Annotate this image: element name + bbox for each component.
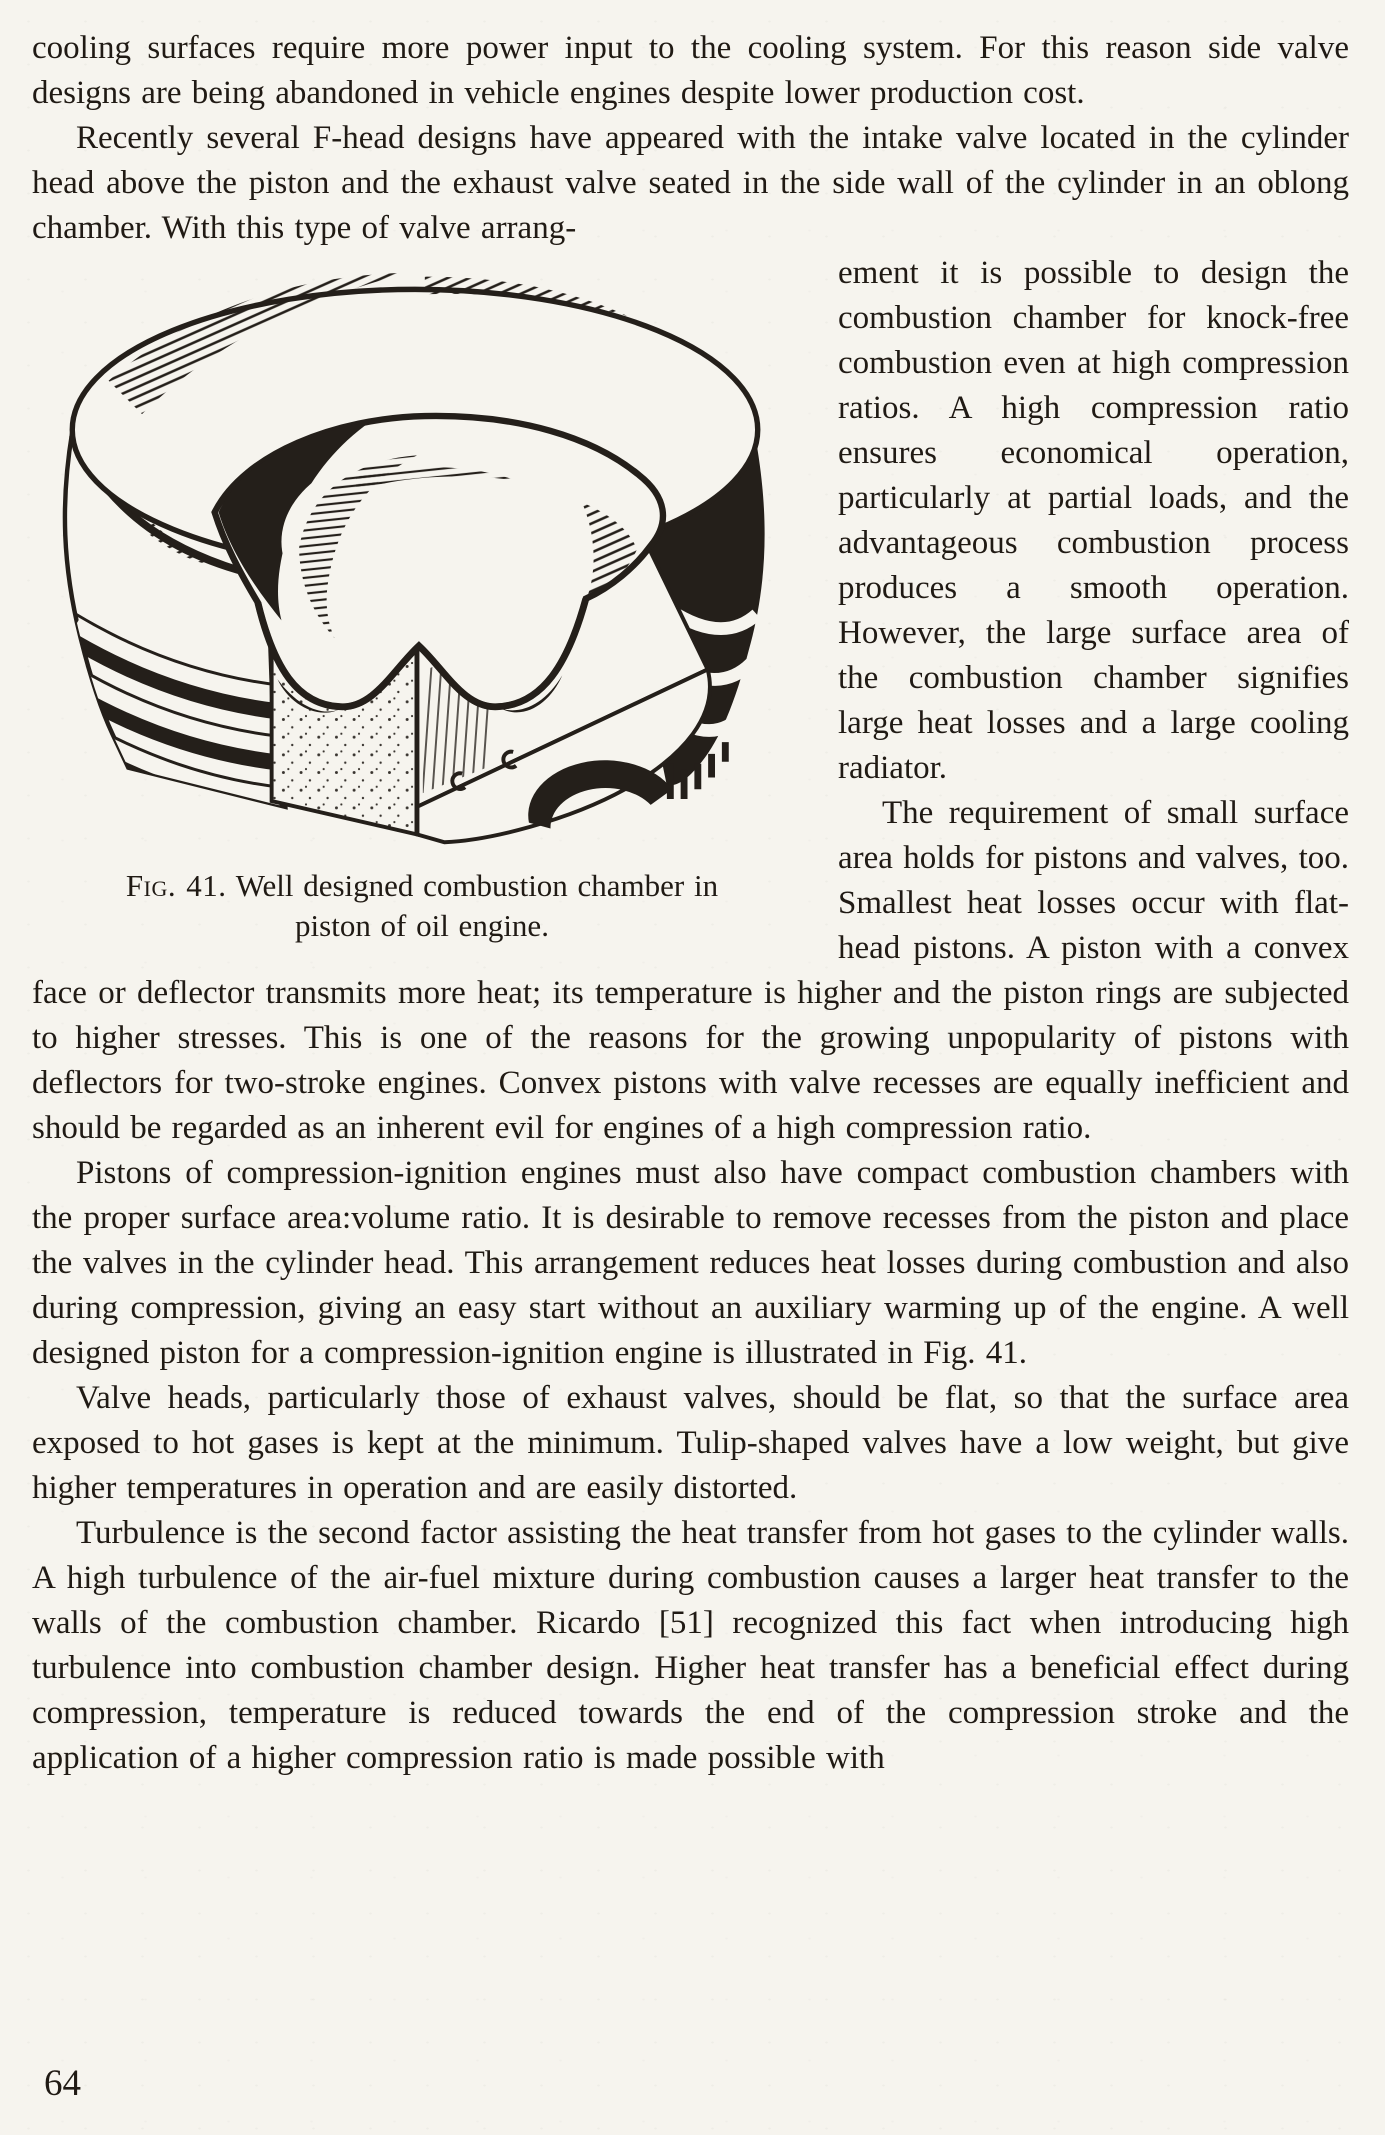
- figure-caption: [32, 866, 812, 946]
- paragraph-4: Pistons of compression-ignition engines must also have compact combustion chambers with the proper surface area:volume ratio. It is desirable to remove recesses from the piston and place the valves in the cylinder head. This arrangement reduces heat losses during combustion and also during compression, giving an easy start without an auxiliary warming up of the engine. A well designed piston for a compression-ignition engine is illustrated in Fig. 41.: [32, 1155, 1349, 1371]
- paragraph-2-wrap: ement it is possible to design the combustion chamber for knock-free combustion even at high compression ratios. A high compression ratio ensures economical operation, particularly at partial loads, and the advantageous combustion process produces a smooth operation. However, the large surface area of the combustion chamber signifies large heat losses and a large cooling radiator.: [838, 255, 1349, 786]
- page-number: 64: [44, 2063, 81, 2104]
- figure-41: [32, 255, 812, 946]
- paragraph-2-intro: Recently several F-head designs have appeared with the intake valve located in the cylinder head above the piston and the exhaust valve seated in the side wall of the cylinder in an oblong chamber. With this type of valve arrang-: [32, 120, 1349, 246]
- paragraph-3: The requirement of small surface area holds for pistons and valves, too. Smallest heat losses occur with flat-head pistons. A piston with a convex face or deflector transmits more heat; its temperature is higher and the piston rings are subjected to higher stresses. This is one of the reasons for the growing unpopularity of pistons with deflectors for two-stroke engines. Convex pistons with valve recesses are equally inefficient and should be regarded as an inherent evil for engines of a high compression ratio.: [32, 795, 1349, 1146]
- piston-cutaway-figure: [32, 255, 798, 856]
- paragraph-5: Valve heads, particularly those of exhaust valves, should be flat, so that the surface area exposed to hot gases is kept at the minimum. Tulip-shaped valves have a low weight, but give higher temperatures in operation and are easily distorted.: [32, 1380, 1349, 1506]
- paragraph-1: cooling surfaces require more power input to the cooling system. For this reason side valve designs are being abandoned in vehicle engines despite lower production cost.: [32, 30, 1349, 111]
- figure-caption-text: Well designed combustion chamber in piston of oil engine.: [226, 868, 719, 943]
- paragraph-6: Turbulence is the second factor assisting the heat transfer from hot gases to the cylinder walls. A high turbulence of the air-fuel mixture during combustion causes a larger heat transfer to the walls of the combustion chamber. Ricardo [51] recognized this fact when introducing high turbulence into combustion chamber design. Higher heat transfer has a beneficial effect during compression, temperature is reduced towards the end of the compression stroke and the application of a higher compression ratio is made possible with: [32, 1515, 1349, 1776]
- figure-caption-label: Fig. 41.: [125, 868, 227, 903]
